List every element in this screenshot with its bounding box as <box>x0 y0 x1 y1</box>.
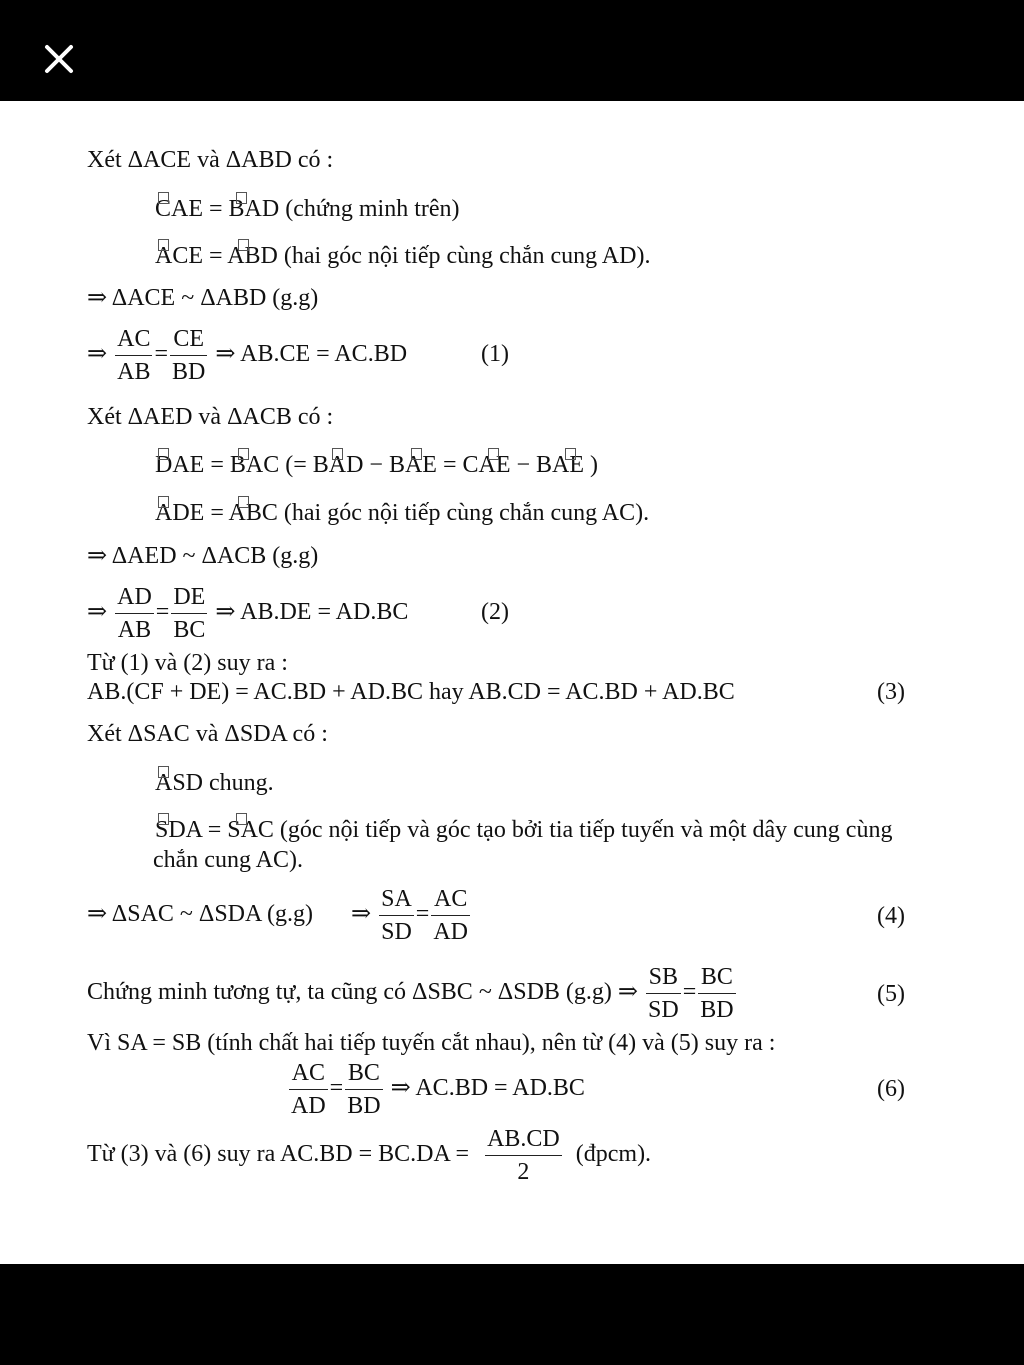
equation-line <box>87 323 407 388</box>
equation-text: Từ (3) và (6) suy ra AC.BD = BC.DA = <box>87 1141 470 1168</box>
fraction: $\frac{AB.CD}{2}$ <box>485 1123 562 1188</box>
equation-number: (1) <box>481 341 509 367</box>
equals-symbol: = <box>154 341 168 368</box>
angle-marker <box>158 496 169 508</box>
equation-result: ⇒ AB.DE = AD.BC <box>215 599 409 626</box>
angle-marker <box>238 448 249 460</box>
equation-line <box>87 581 408 646</box>
implies-symbol: ⇒ <box>87 341 108 368</box>
equation-number: (6) <box>877 1076 905 1102</box>
equation-number: (4) <box>877 903 905 929</box>
equation-line <box>87 961 738 1026</box>
angle-marker <box>238 496 249 508</box>
text-line: ACE = ABD (hai góc nội tiếp cùng chắn cung AD). <box>155 243 651 269</box>
text-line: Xét ΔACE và ΔABD có : <box>87 147 334 173</box>
fraction: $\frac{AC}{AD}$ <box>431 883 470 948</box>
fraction: $\frac{BC}{BD}$ <box>345 1057 382 1122</box>
fraction: $\frac{AD}{AB}$ <box>115 581 154 646</box>
angle-marker <box>332 448 343 460</box>
angle-marker <box>238 239 249 251</box>
text-line: Vì SA = SB (tính chất hai tiếp tuyến cắt nhau), nên từ (4) và (5) suy ra : <box>87 1030 776 1056</box>
text-line: Từ (1) và (2) suy ra : <box>87 650 288 676</box>
angle-marker <box>158 766 169 778</box>
text-line: AB.(CF + DE) = AC.BD + AD.BC hay AB.CD = AC.BD + AD.BC <box>87 679 735 705</box>
angle-marker <box>411 448 422 460</box>
text-line: SDA = SAC (góc nội tiếp và góc tạo bởi tia tiếp tuyến và một dây cung cùng <box>155 817 893 843</box>
equals-symbol: = <box>155 599 170 626</box>
equals-symbol: = <box>682 979 697 1006</box>
viewer-top-bar <box>0 0 1024 101</box>
equals-symbol: = <box>415 901 430 928</box>
equation-number: (2) <box>481 599 509 625</box>
fraction: $\frac{AC}{AB}$ <box>115 323 152 388</box>
text-line: ⇒ ΔACE ~ ΔABD (g.g) <box>87 285 319 311</box>
text-line: ADE = ABC (hai góc nội tiếp cùng chắn cung AC). <box>155 500 650 526</box>
angle-marker <box>158 239 169 251</box>
equation-result: (đpcm). <box>575 1141 652 1168</box>
close-button[interactable] <box>38 38 80 80</box>
angle-marker <box>158 813 169 825</box>
text-line: Xét ΔAED và ΔACB có : <box>87 404 334 430</box>
angle-marker <box>565 448 576 460</box>
fraction: $\frac{DE}{BC}$ <box>171 581 207 646</box>
angle-marker <box>236 813 247 825</box>
fraction: $\frac{SB}{SD}$ <box>646 961 681 1026</box>
text-line: chắn cung AC). <box>153 847 303 873</box>
implies-symbol: ⇒ <box>87 599 108 626</box>
angle-marker <box>158 448 169 460</box>
fraction: $\frac{AC}{AD}$ <box>289 1057 328 1122</box>
implies-symbol: ⇒ <box>351 901 372 928</box>
equation-number: (5) <box>877 981 905 1007</box>
equation-text: Chứng minh tương tự, ta cũng có ΔSBC ~ ΔSDB (g.g) ⇒ <box>87 979 639 1006</box>
fraction: $\frac{SA}{SD}$ <box>379 883 414 948</box>
text-line: ASD chung. <box>155 770 274 796</box>
equation-result: ⇒ AB.CE = AC.BD <box>215 341 408 368</box>
close-icon <box>38 38 80 80</box>
equation-line <box>287 1057 585 1122</box>
equals-symbol: = <box>329 1075 344 1102</box>
equation-text: ⇒ ΔSAC ~ ΔSDA (g.g) <box>87 901 313 928</box>
equation-line <box>87 1123 651 1188</box>
angle-marker <box>158 192 169 204</box>
text-line: DAE = BAC (= BAD − BAE = CAE − BAE ) <box>155 452 599 478</box>
equation-result: ⇒ AC.BD = AD.BC <box>390 1075 585 1102</box>
document-page <box>0 101 1024 1264</box>
viewer-bottom-bar <box>0 1264 1024 1365</box>
text-line: ⇒ ΔAED ~ ΔACB (g.g) <box>87 543 319 569</box>
equation-line <box>87 883 472 948</box>
text-line: Xét ΔSAC và ΔSDA có : <box>87 721 328 747</box>
fraction: $\frac{BC}{BD}$ <box>698 961 735 1026</box>
fraction: $\frac{CE}{BD}$ <box>170 323 207 388</box>
angle-marker <box>488 448 499 460</box>
equation-number: (3) <box>877 679 905 705</box>
angle-marker <box>236 192 247 204</box>
text-line: CAE = BAD (chứng minh trên) <box>155 196 460 222</box>
